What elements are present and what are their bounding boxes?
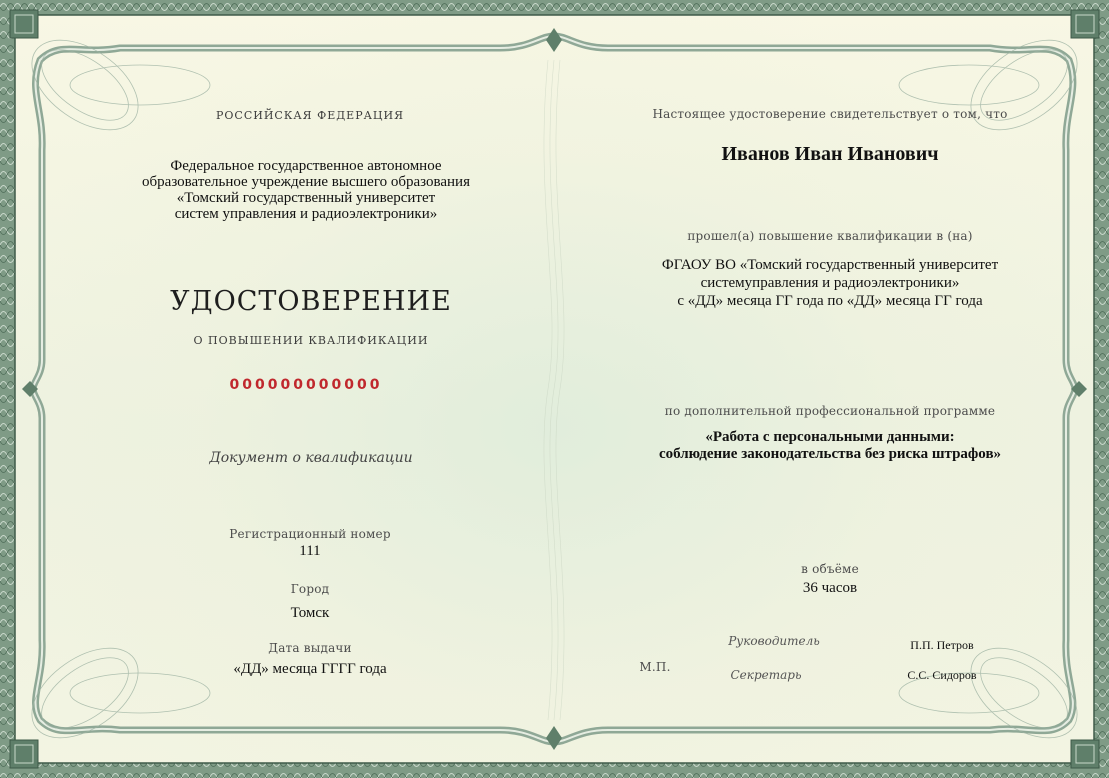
document-title: УДОСТОВЕРЕНИЕ xyxy=(170,286,452,317)
secretary-label: Секретарь xyxy=(730,668,802,682)
city-value: Томск xyxy=(290,605,330,621)
head-name: П.П. Петров xyxy=(910,638,974,652)
institution-line: Федеральное государственное автономное xyxy=(170,158,442,174)
issue-date: «ДД» месяца ГГГГ года xyxy=(233,661,387,677)
document-subtitle: О ПОВЫШЕНИИ КВАЛИФИКАЦИИ xyxy=(193,334,429,347)
organization-line: ФГАОУ ВО «Томский государственный университет xyxy=(661,257,999,273)
head-label: Руководитель xyxy=(728,634,820,648)
volume-value: 36 часов xyxy=(802,580,858,596)
serial-number: 000000000000 xyxy=(229,377,383,393)
institution-name xyxy=(100,158,512,222)
institution-line: систем управления и радиоэлектроники» xyxy=(174,206,438,222)
registration-number: 111 xyxy=(299,543,321,559)
city-label: Город xyxy=(290,582,330,596)
stamp-label: М.П. xyxy=(639,660,671,674)
holder-name: Иванов Иван Иванович xyxy=(721,143,939,165)
program-title-line: соблюдение законодательства без риска штрафов» xyxy=(658,446,1002,462)
country-heading: РОССИЙСКАЯ ФЕДЕРАЦИЯ xyxy=(215,109,404,122)
course-period: с «ДД» месяца ГГ года по «ДД» месяца ГГ года xyxy=(677,293,983,309)
organization-block xyxy=(610,256,1050,310)
volume-label: в объёме xyxy=(801,562,859,576)
institution-line: «Томский государственный университет xyxy=(176,190,436,206)
completed-text: прошел(а) повышение квалификации в (на) xyxy=(687,229,973,243)
secretary-name: С.С. Сидоров xyxy=(907,668,977,682)
institution-line: образовательное учреждение высшего образования xyxy=(142,174,470,190)
organization-line: системуправления и радиоэлектроники» xyxy=(700,275,960,291)
program-label: по дополнительной профессиональной программе xyxy=(664,404,996,418)
program-title xyxy=(610,429,1050,463)
registration-number-label: Регистрационный номер xyxy=(229,527,391,541)
document-type: Документ о квалификации xyxy=(209,450,413,466)
program-title-line: «Работа с персональными данными: xyxy=(705,429,955,445)
certifies-text: Настоящее удостоверение свидетельствует о том, что xyxy=(652,107,1008,121)
issue-date-label: Дата выдачи xyxy=(268,641,352,655)
